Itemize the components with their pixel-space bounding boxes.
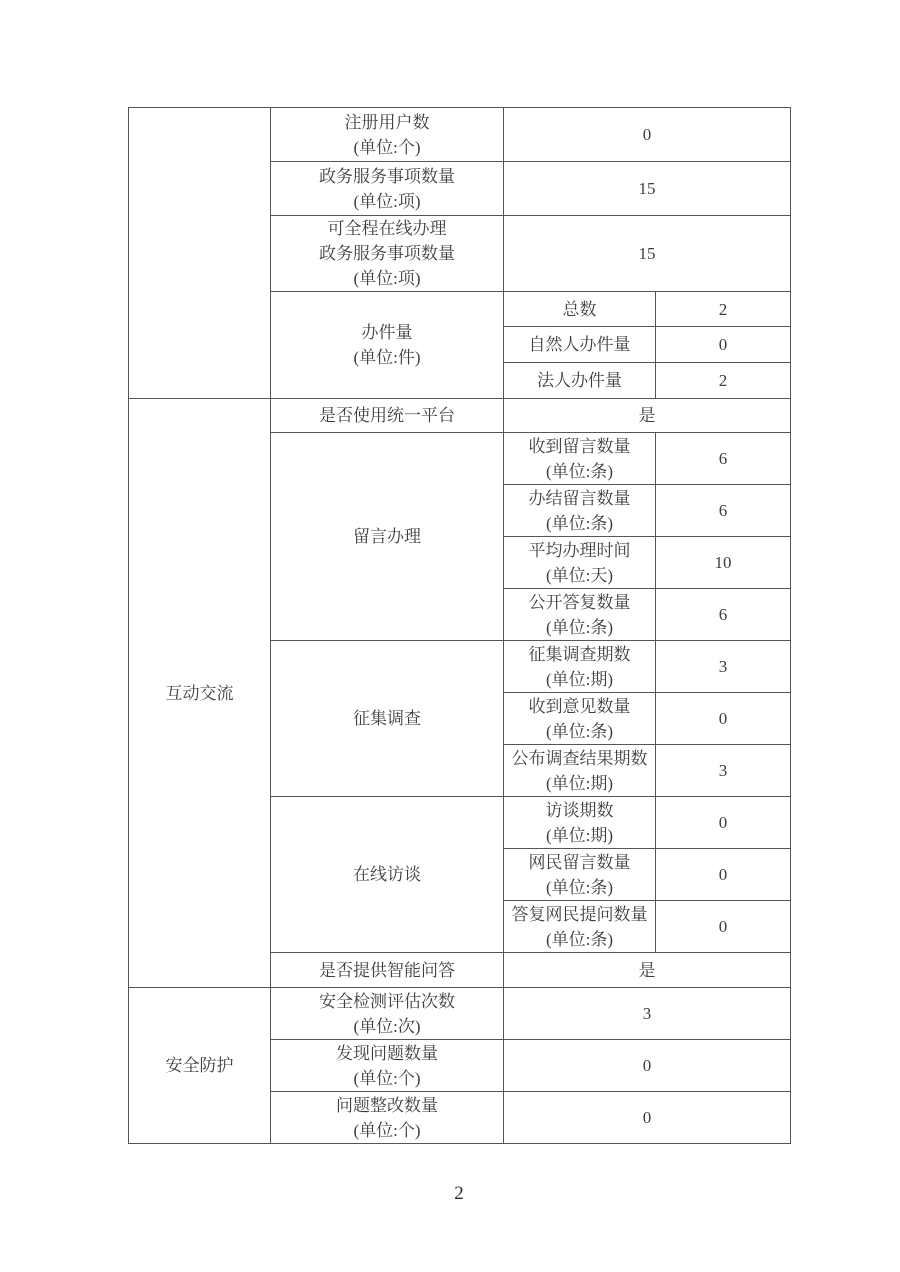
label-message-handling-group: 留言办理 (271, 433, 504, 641)
unit-line: (单位:项) (353, 191, 421, 211)
value-cases-natural-person: 0 (656, 327, 791, 363)
table-row (129, 108, 791, 162)
category-cell-continued (129, 108, 271, 399)
label-line: 政务服务事项数量 (319, 244, 455, 263)
label-line: 办结留言数量 (528, 488, 631, 508)
label-line: 办件量 (361, 323, 413, 342)
label-line: 公布调查结果期数 (511, 748, 648, 768)
label-cases-legal-person: 法人办件量 (504, 363, 656, 399)
table-row (129, 399, 791, 433)
unit-line: (单位:个) (353, 1120, 421, 1140)
label-line: 平均办理时间 (528, 540, 631, 560)
value-smart-qa: 是 (504, 953, 791, 988)
value-security-assessments: 3 (504, 988, 791, 1040)
label-line: 发现问题数量 (336, 1043, 438, 1063)
category-cell-security: 安全防护 (129, 988, 271, 1144)
unit-line: (单位:期) (545, 773, 614, 793)
table-row (129, 988, 791, 1040)
value-netizen-questions-answered: 0 (656, 901, 791, 953)
value-problems-rectified: 0 (504, 1092, 791, 1144)
unit-line: (单位:次) (353, 1016, 421, 1036)
label-survey-periods (504, 641, 656, 693)
label-line: 网民留言数量 (528, 852, 631, 872)
label-public-replies (504, 589, 656, 641)
value-opinions-received: 0 (656, 693, 791, 745)
label-line: 公开答复数量 (528, 592, 631, 612)
unit-line: (单位:条) (545, 617, 614, 637)
value-survey-periods: 3 (656, 641, 791, 693)
label-problems-found (271, 1040, 504, 1092)
value-unified-platform: 是 (504, 399, 791, 433)
label-smart-qa: 是否提供智能问答 (271, 953, 504, 988)
unit-line: (单位:条) (545, 721, 614, 741)
unit-line: (单位:件) (353, 348, 421, 367)
label-line: 问题整改数量 (336, 1095, 438, 1115)
label-security-assessments (271, 988, 504, 1040)
unit-line: (单位:天) (545, 565, 614, 585)
unit-line: (单位:条) (545, 461, 614, 481)
label-line: 答复网民提问数量 (511, 904, 648, 924)
label-average-handling-time (504, 537, 656, 589)
label-line: 政务服务事项数量 (319, 166, 455, 186)
unit-line: (单位:条) (545, 513, 614, 533)
label-cases-group (271, 292, 504, 399)
label-line: 访谈期数 (545, 800, 614, 820)
value-cases-total: 2 (656, 292, 791, 327)
value-service-items: 15 (504, 162, 791, 216)
value-public-replies: 6 (656, 589, 791, 641)
label-line: 征集调查期数 (528, 644, 631, 664)
label-line: 注册用户数 (344, 112, 430, 132)
unit-line: (单位:期) (545, 825, 614, 845)
category-cell-interaction: 互动交流 (129, 399, 271, 988)
label-cases-natural-person: 自然人办件量 (504, 327, 656, 363)
label-survey-results-published (504, 745, 656, 797)
value-netizen-messages: 0 (656, 849, 791, 901)
label-line: 收到意见数量 (528, 696, 631, 716)
value-interview-periods: 0 (656, 797, 791, 849)
label-registered-users (271, 108, 504, 162)
value-average-handling-time: 10 (656, 537, 791, 589)
unit-line: (单位:条) (545, 929, 614, 949)
label-line: 安全检测评估次数 (319, 991, 455, 1011)
page-number: 2 (454, 1183, 464, 1204)
label-netizen-messages (504, 849, 656, 901)
unit-line: (单位:个) (353, 1068, 421, 1088)
label-netizen-questions-answered (504, 901, 656, 953)
label-surveys-group: 征集调查 (271, 641, 504, 797)
label-messages-completed (504, 485, 656, 537)
value-problems-found: 0 (504, 1040, 791, 1092)
value-cases-legal-person: 2 (656, 363, 791, 399)
label-problems-rectified (271, 1092, 504, 1144)
value-messages-completed: 6 (656, 485, 791, 537)
unit-line: (单位:条) (545, 877, 614, 897)
label-interview-periods (504, 797, 656, 849)
label-messages-received (504, 433, 656, 485)
value-messages-received: 6 (656, 433, 791, 485)
unit-line: (单位:期) (545, 669, 614, 689)
label-cases-total: 总数 (504, 292, 656, 327)
label-line: 可全程在线办理 (327, 219, 447, 238)
label-online-items (271, 216, 504, 292)
value-registered-users: 0 (504, 108, 791, 162)
value-online-items: 15 (504, 216, 791, 292)
annual-report-table (128, 107, 791, 1144)
label-interviews-group: 在线访谈 (271, 797, 504, 953)
label-opinions-received (504, 693, 656, 745)
label-line: 收到留言数量 (528, 436, 631, 456)
label-unified-platform: 是否使用统一平台 (271, 399, 504, 433)
unit-line: (单位:个) (353, 137, 421, 157)
value-survey-results-published: 3 (656, 745, 791, 797)
unit-line: (单位:项) (353, 269, 421, 288)
label-service-items (271, 162, 504, 216)
